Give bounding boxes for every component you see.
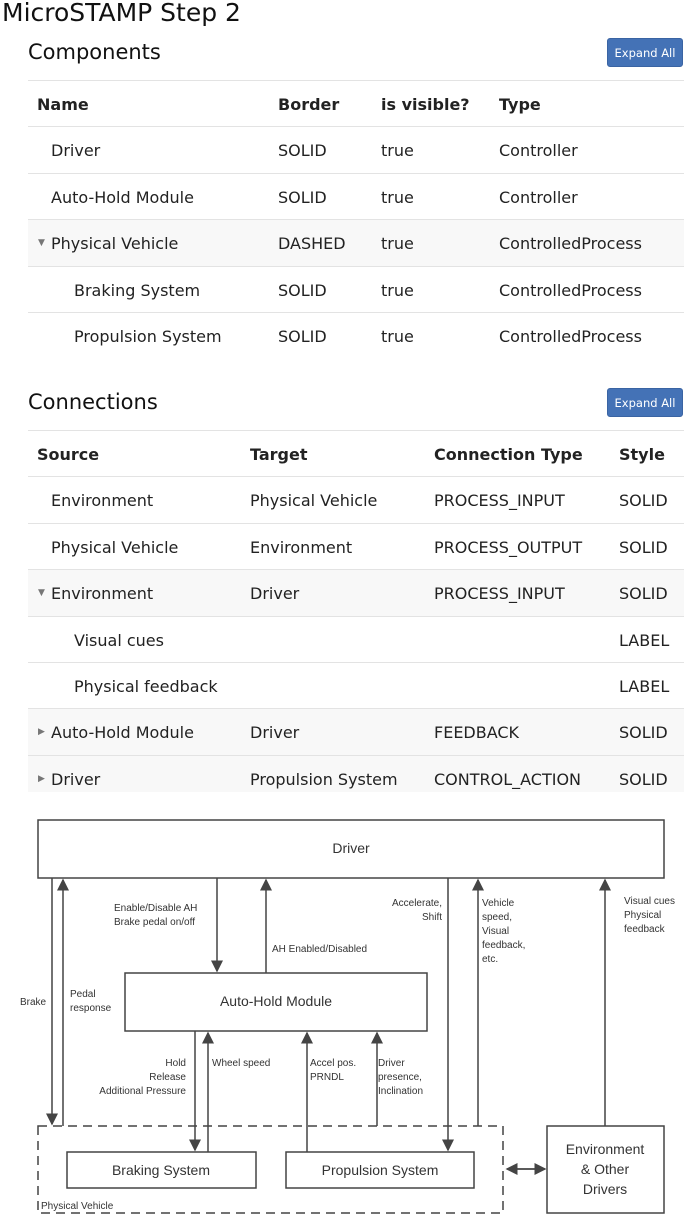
driver-label: Driver — [332, 840, 370, 856]
cell-type: CONTROL_ACTION — [434, 769, 582, 789]
cell-style: SOLID — [619, 537, 668, 557]
driver-presence-label: presence, — [378, 1072, 422, 1083]
cell-border: SOLID — [278, 326, 327, 346]
cell-type: ControlledProcess — [499, 280, 642, 300]
column-header[interactable]: Type — [499, 95, 541, 114]
ah-enabled-label: AH Enabled/Disabled — [272, 944, 368, 955]
cell-type: ControlledProcess — [499, 234, 642, 254]
cell-type: FEEDBACK — [434, 723, 520, 743]
accel-label: Accel pos. — [310, 1058, 357, 1069]
accel-label: PRNDL — [310, 1072, 344, 1083]
cell-visible: true — [381, 187, 414, 207]
table-row[interactable] — [28, 755, 684, 792]
cell-source: Visual cues — [74, 630, 164, 650]
components-heading: Components — [28, 40, 161, 64]
connections-table — [28, 430, 684, 792]
cell-target: Physical Vehicle — [250, 491, 378, 511]
cell-border: SOLID — [278, 141, 327, 161]
vehicle-speed-label: Vehicle — [482, 898, 515, 909]
braking-label: Braking System — [111, 1162, 211, 1178]
cell-source: Environment — [51, 584, 154, 604]
table-row[interactable] — [28, 569, 684, 615]
enable-label: Enable/Disable AH — [114, 903, 198, 914]
page-title: MicroSTAMP Step 2 — [2, 0, 241, 27]
cell-style: LABEL — [619, 630, 670, 650]
brake-label: Brake — [20, 997, 47, 1008]
column-header[interactable]: Name — [37, 95, 89, 114]
cell-visible: true — [381, 326, 414, 346]
cell-style: LABEL — [619, 676, 670, 696]
table-row[interactable] — [28, 662, 684, 708]
env-label-1: Environment — [565, 1141, 645, 1157]
components-expand-all-button[interactable]: Expand All — [607, 38, 683, 67]
cell-type: PROCESS_INPUT — [434, 584, 565, 604]
cell-source: Environment — [51, 491, 154, 511]
cell-border: DASHED — [278, 234, 346, 254]
driver-presence-label: Inclination — [378, 1086, 424, 1097]
cell-visible: true — [381, 141, 414, 161]
driver-presence-label: Driver — [378, 1058, 405, 1069]
env-label-2: & Other — [580, 1161, 630, 1177]
wheel-speed-label: Wheel speed — [212, 1058, 271, 1069]
table-row[interactable] — [28, 312, 684, 358]
connections-expand-all-button[interactable]: Expand All — [607, 388, 683, 417]
cell-type: Controller — [499, 187, 578, 207]
table-row[interactable] — [28, 173, 684, 219]
cell-source: Auto-Hold Module — [51, 723, 194, 743]
accelerate-label: Accelerate, — [391, 898, 442, 909]
table-row[interactable] — [28, 708, 684, 754]
table-header — [28, 80, 684, 126]
cell-target: Driver — [250, 584, 300, 604]
hold-label: Additional Pressure — [99, 1086, 186, 1097]
table-row[interactable] — [28, 523, 684, 569]
column-header[interactable]: Source — [37, 445, 100, 464]
cell-border: SOLID — [278, 187, 327, 207]
env-label-3: Drivers — [582, 1181, 628, 1197]
hold-label: Release — [149, 1072, 186, 1083]
control-structure-diagram — [0, 810, 685, 1217]
cell-style: SOLID — [619, 723, 668, 743]
physical-vehicle-label: Physical Vehicle — [41, 1201, 114, 1212]
table-row[interactable] — [28, 126, 684, 172]
vehicle-speed-label: Visual — [482, 926, 510, 937]
cell-name: Driver — [51, 141, 101, 161]
table-row[interactable] — [28, 616, 684, 662]
cell-name: Braking System — [74, 280, 201, 300]
cell-style: SOLID — [619, 491, 668, 511]
cell-visible: true — [381, 280, 414, 300]
enable-label: Brake pedal on/off — [114, 917, 195, 928]
table-row[interactable] — [28, 219, 684, 265]
column-header[interactable]: Connection Type — [434, 445, 583, 464]
hold-label: Hold — [165, 1058, 186, 1069]
accelerate-label: Shift — [421, 912, 442, 923]
cell-visible: true — [381, 234, 414, 254]
propulsion-label: Propulsion System — [321, 1162, 439, 1178]
caret-right-icon[interactable]: ▶ — [38, 727, 45, 738]
caret-down-icon[interactable]: ▼ — [38, 238, 45, 249]
cell-type: Controller — [499, 141, 578, 161]
column-header[interactable]: Border — [278, 95, 340, 114]
caret-right-icon[interactable]: ▶ — [38, 773, 45, 784]
cell-border: SOLID — [278, 280, 327, 300]
cell-name: Auto-Hold Module — [51, 187, 194, 207]
cell-type: ControlledProcess — [499, 326, 642, 346]
vehicle-speed-label: speed, — [482, 912, 513, 923]
table-header — [28, 430, 684, 476]
cell-style: SOLID — [619, 769, 668, 789]
cell-target: Driver — [250, 723, 300, 743]
cell-target: Environment — [250, 537, 353, 557]
cell-type: PROCESS_OUTPUT — [434, 537, 583, 557]
column-header[interactable]: Style — [619, 445, 665, 464]
caret-down-icon[interactable]: ▼ — [38, 588, 45, 599]
pedal-response-label: response — [70, 1003, 112, 1014]
cell-name: Physical Vehicle — [51, 234, 179, 254]
components-table — [28, 80, 684, 358]
cell-source: Physical feedback — [74, 676, 218, 696]
vehicle-speed-label: feedback, — [482, 940, 526, 951]
cell-target: Propulsion System — [250, 769, 398, 789]
visual-cues-label: Physical — [624, 910, 662, 921]
vehicle-speed-label: etc. — [482, 954, 499, 965]
table-row[interactable] — [28, 266, 684, 312]
visual-cues-label: feedback — [624, 924, 665, 935]
pedal-response-label: Pedal — [70, 989, 96, 1000]
cell-style: SOLID — [619, 584, 668, 604]
cell-type: PROCESS_INPUT — [434, 491, 565, 511]
cell-source: Driver — [51, 769, 101, 789]
connections-heading: Connections — [28, 390, 158, 414]
cell-source: Physical Vehicle — [51, 537, 179, 557]
table-row[interactable] — [28, 476, 684, 522]
column-header[interactable]: is visible? — [381, 95, 470, 114]
visual-cues-label: Visual cues — [624, 896, 675, 907]
cell-name: Propulsion System — [74, 326, 222, 346]
autohold-label: Auto-Hold Module — [219, 993, 333, 1009]
column-header[interactable]: Target — [250, 445, 308, 464]
